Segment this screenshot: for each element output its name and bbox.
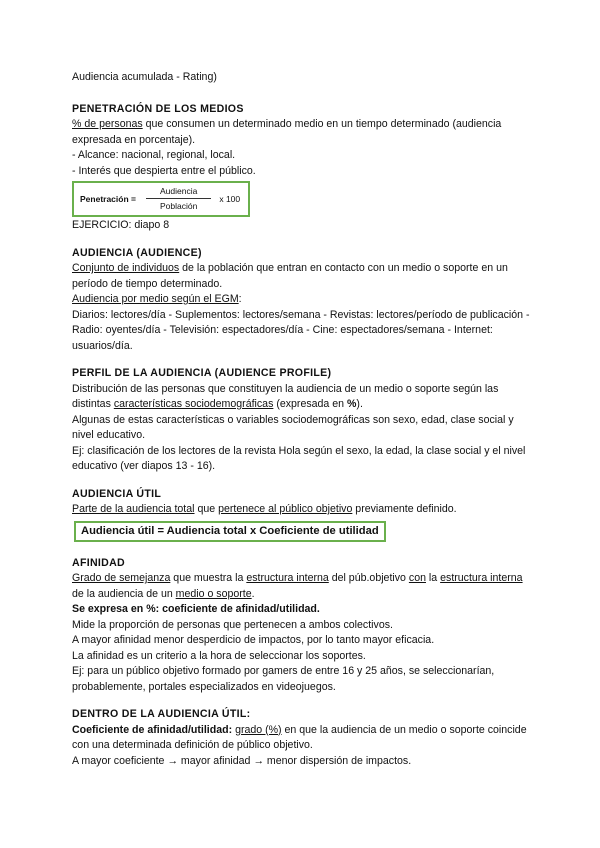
afinidad-definition — [72, 571, 532, 602]
formula-multiplier: x 100 — [219, 193, 241, 204]
underlined-term: con — [408, 572, 426, 584]
text-run: que — [194, 503, 219, 515]
underlined-term: medio o soporte — [175, 587, 252, 600]
section-title-penetracion: PENETRACIÓN DE LOS MEDIOS — [72, 102, 244, 115]
text-run: : — [238, 293, 242, 305]
text-run: la — [425, 572, 441, 584]
bold-term: Coeficiente de afinidad/utilidad: — [72, 723, 233, 736]
underlined-term: % de personas — [72, 118, 143, 130]
section-title-util: AUDIENCIA ÚTIL — [72, 487, 162, 500]
penetration-formula-box — [72, 181, 250, 217]
underlined-term: Conjunto de individuos — [72, 262, 180, 274]
underlined-term: Parte de la audiencia total — [72, 503, 195, 515]
document-page — [72, 70, 532, 769]
formula-denominator: Población — [159, 201, 198, 211]
text-run: Distribución de las personas que constituyen la audiencia de un medio o soporte según las distintas — [72, 382, 499, 410]
underlined-term: estructura interna — [440, 572, 523, 584]
formula-numerator: Audiencia — [146, 186, 211, 199]
bold-term: % — [347, 398, 357, 410]
underlined-term: características sociodemográficas — [113, 398, 274, 410]
audiencia-definition — [72, 261, 532, 292]
util-formula-box: Audiencia útil = Audiencia total x Coeficiente de utilidad — [74, 521, 386, 542]
underlined-term: pertenece al público objetivo — [218, 503, 353, 515]
perfil-paragraph-3: Ej: clasificación de los lectores de la revista Hola según el sexo, la edad, la clase social y el nivel educativo (ver diapos 13 - 16). — [72, 444, 526, 472]
text-run: ). — [356, 398, 363, 410]
text-run: del púb.objetivo — [328, 572, 409, 584]
util-definition — [72, 502, 532, 518]
exercise-note: EJERCICIO: diapo 8 — [72, 219, 170, 231]
underlined-term: estructura interna — [246, 572, 329, 584]
underlined-term: grado (%) — [235, 723, 282, 736]
bullet-interes: - Interés que despierta entre el público. — [72, 164, 256, 177]
penetracion-definition — [72, 117, 532, 148]
afinidad-line-4: Ej: para un público objetivo formado por gamers de entre 16 y 25 años, se seleccionarían, probablemente, portales especializados en videojuegos. — [72, 665, 495, 693]
perfil-paragraph-2: Algunas de estas características o variables sociodemográficas son sexo, edad, clase social y nivel educativo. — [72, 413, 514, 441]
formula-fraction — [146, 186, 211, 212]
afinidad-line-3: La afinidad es un criterio a la hora de seleccionar los soportes. — [72, 649, 366, 662]
text-run: previamente definido. — [352, 503, 457, 515]
top-line: Audiencia acumulada - Rating) — [72, 71, 217, 83]
text-run: . — [251, 587, 255, 600]
formula-label: Penetración = — [80, 193, 136, 204]
text-run: de la audiencia de un — [72, 587, 176, 600]
bullet-alcance: - Alcance: nacional, regional, local. — [72, 149, 236, 161]
afinidad-bold-line: Se expresa en %: coeficiente de afinidad/utilidad. — [72, 603, 320, 615]
egm-heading — [72, 292, 532, 308]
perfil-paragraph-1 — [72, 382, 532, 413]
underlined-term: Audiencia por medio según el EGM — [72, 293, 239, 305]
text-run: que muestra la — [170, 572, 247, 584]
section-title-afinidad: AFINIDAD — [72, 556, 126, 569]
section-title-dentro: DENTRO DE LA AUDIENCIA ÚTIL: — [72, 708, 251, 720]
underlined-term: Grado de semejanza — [72, 572, 171, 584]
afinidad-line-1: Mide la proporción de personas que pertenecen a ambos colectivos. — [72, 618, 393, 631]
text-run: de la población que entran en contacto con un medio o soporte en un período de tiempo determinado. — [72, 262, 508, 290]
egm-list: Diarios: lectores/día - Suplementos: lectores/semana - Revistas: lectores/período de publicación - Radio: oyentes/día - Televisión: espectadores/día - Cine: espectadores/semana - Internet: usuarios/día. — [72, 308, 530, 352]
dentro-last-line: A mayor coeficiente → mayor afinidad → menor dispersión de impactos. — [72, 754, 412, 767]
section-title-audiencia: AUDIENCIA (AUDIENCE) — [72, 246, 202, 259]
text-run: que consumen un determinado medio en un tiempo determinado (audiencia expresada en porcentaje). — [72, 118, 502, 146]
text-run: en que la audiencia de un medio o soporte coincide con una determinada definición de público objetivo. — [72, 723, 527, 751]
text-run: (expresada en — [273, 398, 347, 410]
dentro-definition — [72, 723, 532, 754]
afinidad-line-2: A mayor afinidad menor desperdicio de impactos, por lo tanto mayor eficacia. — [72, 634, 435, 646]
section-title-perfil: PERFIL DE LA AUDIENCIA (AUDIENCE PROFILE) — [72, 367, 332, 379]
